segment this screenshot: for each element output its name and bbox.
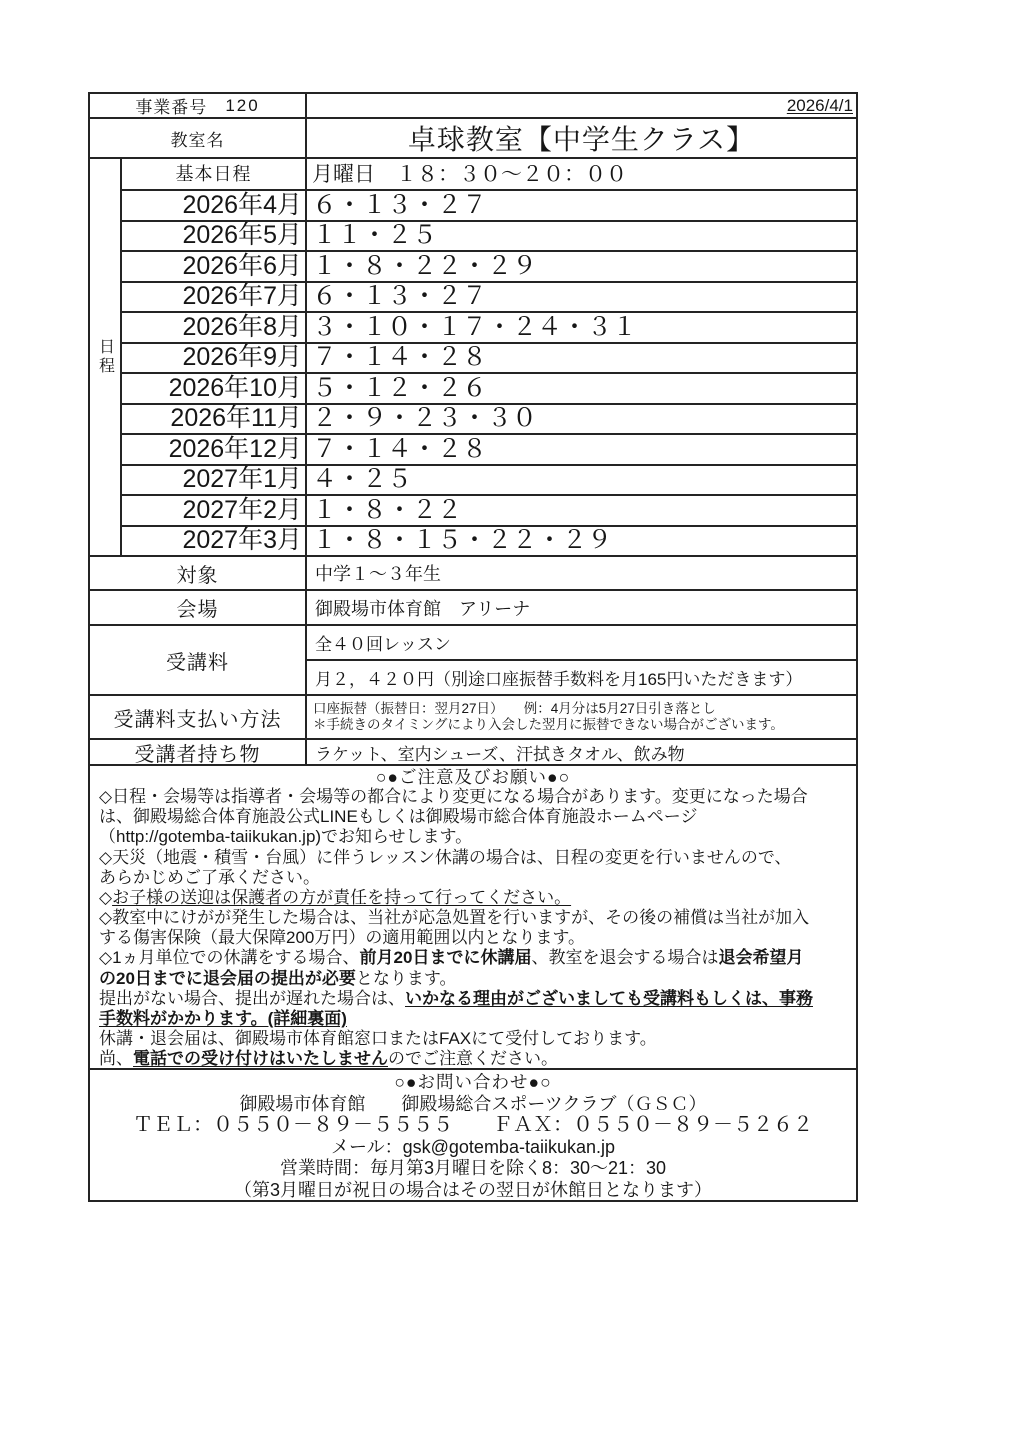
contact-line: （第3月曜日が祝日の場合はその翌日が休館日となります） <box>233 1179 712 1200</box>
class-name-row <box>90 117 856 157</box>
month-dates: １・８・１５・２２・２９ <box>312 526 613 555</box>
month-dates: ７・１４・２８ <box>312 343 488 372</box>
fee-label: 受講料 <box>90 626 307 694</box>
note-segment: 手数料がかかります。(詳細裏面) <box>99 1008 347 1028</box>
note-line <box>99 807 847 827</box>
note-line <box>99 848 847 868</box>
class-name-label: 教室名 <box>90 119 307 157</box>
note-segment: のでご注意ください。 <box>388 1049 558 1069</box>
month-dates: ５・１２・２６ <box>312 373 488 402</box>
contact-line: ＴＥＬ：０５５０－８９－５５５５ ＦＡＸ：０５５０－８９－５２６２ <box>133 1114 813 1137</box>
month-label: 2026年6月 <box>122 252 307 281</box>
issue-date-cell <box>307 94 856 117</box>
schedule-section <box>90 157 856 555</box>
note-segment: 電話での受け付けはいたしません <box>133 1049 388 1069</box>
belongings-row <box>90 738 856 764</box>
contact-section <box>90 1068 856 1200</box>
class-info-sheet <box>88 92 858 1202</box>
month-dates: ２・９・２３・３０ <box>312 404 538 433</box>
payment-method-line2: ＊手続きのタイミングにより入会した翌月に振替できない場合がございます。 <box>313 717 784 732</box>
belongings-label: 受講者持ち物 <box>90 740 307 764</box>
contact-heading: ○●お問い合わせ●○ <box>394 1072 552 1092</box>
month-dates: １・８・２２・２９ <box>312 251 538 280</box>
month-label: 2026年4月 <box>122 191 307 220</box>
business-number-value: 120 <box>225 95 260 115</box>
venue-row <box>90 589 856 624</box>
month-label: 2026年8月 <box>122 313 307 342</box>
note-line <box>99 989 847 1009</box>
schedule-month-row <box>122 342 856 373</box>
note-segment: となります。 <box>355 968 457 988</box>
basic-schedule-row <box>122 159 856 189</box>
month-label: 2026年11月 <box>122 405 307 434</box>
month-dates: ６・１３・２７ <box>312 190 488 219</box>
note-line <box>99 1049 847 1069</box>
note-line <box>99 908 847 928</box>
schedule-month-row <box>122 281 856 312</box>
note-segment: の20日までに退会届の提出が必要 <box>99 968 356 988</box>
contact-line: 営業時間：毎月第3月曜日を除く8：30～21：30 <box>279 1158 667 1179</box>
month-dates: ４・２５ <box>312 465 413 494</box>
month-dates: １・８・２２ <box>312 495 463 524</box>
schedule-month-row <box>122 494 856 525</box>
payment-method-line1: 口座振替（振替日：翌月27日） 例：4月分は5月27日引き落とし <box>313 700 716 716</box>
schedule-month-row <box>122 250 856 281</box>
note-segment: 尚、 <box>99 1049 133 1069</box>
fee-details <box>307 626 856 694</box>
business-number-cell <box>90 94 307 117</box>
month-dates: １１・２５ <box>312 221 438 250</box>
payment-method-row <box>90 694 856 738</box>
note-segment: 、教室を退会する場合は <box>531 948 719 968</box>
schedule-month-row <box>122 189 856 220</box>
basic-schedule-label: 基本日程 <box>122 159 307 189</box>
note-segment: 前月20日までに休講届 <box>359 948 532 968</box>
notes-lines <box>99 787 847 1069</box>
belongings-value: ラケット、室内シューズ、汗拭きタオル、飲み物 <box>315 744 685 764</box>
schedule-month-row <box>122 433 856 464</box>
contact-line: 御殿場市体育館 御殿場総合スポーツクラブ（ＧＳＣ） <box>239 1093 707 1114</box>
note-line <box>99 787 847 807</box>
schedule-month-row <box>122 372 856 403</box>
target-label: 対象 <box>90 557 307 589</box>
note-line <box>99 969 847 989</box>
notes-heading: ○●ご注意及びお願い●○ <box>375 767 571 787</box>
month-label: 2026年5月 <box>122 222 307 251</box>
schedule-month-row <box>122 220 856 251</box>
month-label: 2026年12月 <box>122 435 307 464</box>
payment-method-value <box>307 696 856 738</box>
schedule-month-row <box>122 525 856 556</box>
contact-lines <box>90 1094 856 1202</box>
note-segment: は、御殿場総合体育施設公式LINEもしくは御殿場市総合体育施設ホームページ <box>99 807 698 827</box>
note-segment: ◇日程・会場等は指導者・会場等の都合により変更になる場合があります。変更になった場合 <box>99 787 808 807</box>
month-label: 2026年7月 <box>122 283 307 312</box>
target-value: 中学１～３年生 <box>315 564 441 584</box>
venue-label: 会場 <box>90 591 307 624</box>
month-label: 2027年1月 <box>122 466 307 495</box>
business-number-label: 事業番号 <box>135 98 208 117</box>
note-segment: あらかじめご了承ください。 <box>99 867 320 887</box>
issue-date: 2026/4/1 <box>786 95 853 115</box>
schedule-month-row <box>122 311 856 342</box>
note-segment: する傷害保険（最大保障200万円）の適用範囲以内となります。 <box>99 928 586 948</box>
note-line <box>99 948 847 968</box>
notes-section <box>90 764 856 1068</box>
month-label: 2027年3月 <box>122 527 307 556</box>
business-number-row <box>90 94 856 117</box>
schedule-month-row <box>122 403 856 434</box>
month-dates: ７・１４・２８ <box>312 434 488 463</box>
month-dates: ３・１０・１７・２４・３１ <box>312 312 638 341</box>
note-segment: 休講・退会届は、御殿場市体育館窓口またはFAXにて受付しております。 <box>99 1029 657 1049</box>
class-title-cell <box>307 119 856 157</box>
note-segment: ◇教室中にけがが発生した場合は、当社が応急処置を行いますが、その後の補償は当社が加入 <box>99 908 810 928</box>
schedule-rows <box>122 159 856 555</box>
note-segment: 退会希望月 <box>718 948 804 968</box>
month-label: 2027年2月 <box>122 496 307 525</box>
note-line <box>99 888 847 908</box>
note-segment: 提出がない場合、提出が遅れた場合は、 <box>99 988 405 1008</box>
target-row <box>90 555 856 589</box>
fee-amount: 月２，４２０円（別途口座振替手数料を月165円いただきます） <box>307 659 856 694</box>
note-segment: ◇1ヵ月単位での休講をする場合、 <box>99 948 360 968</box>
schedule-month-row <box>122 464 856 495</box>
schedule-side-label: 日程 <box>96 338 114 376</box>
note-line <box>99 1029 847 1049</box>
contact-line: メール：gsk@gotemba-taiikukan.jp <box>330 1136 616 1157</box>
note-segment: （http://gotemba-taiikukan.jp)でお知らせします。 <box>99 827 473 847</box>
month-label: 2026年10月 <box>122 374 307 403</box>
schedule-side-cell <box>90 159 122 555</box>
basic-schedule-value: 月曜日 １８：３０～２０：００ <box>312 162 627 186</box>
note-segment: ◇ <box>99 887 113 907</box>
note-segment: お子様の送迎は保護者の方が責任を持って行ってください。 <box>112 887 572 907</box>
note-segment: いかなる理由がございましても受講料もしくは、事務 <box>405 988 813 1008</box>
note-line <box>99 1009 847 1029</box>
fee-row <box>90 624 856 694</box>
note-line <box>99 868 847 888</box>
fee-lessons: 全４０回レッスン <box>315 635 451 654</box>
note-line <box>99 827 847 847</box>
note-segment: ◇天災（地震・積雪・台風）に伴うレッスン休講の場合は、日程の変更を行いませんので、 <box>99 847 792 867</box>
month-label: 2026年9月 <box>122 344 307 373</box>
venue-value: 御殿場市体育館 アリーナ <box>315 598 531 619</box>
payment-method-label: 受講料支払い方法 <box>90 696 307 738</box>
class-title: 卓球教室【中学生クラス】 <box>407 124 756 155</box>
month-dates: ６・１３・２７ <box>312 282 488 311</box>
note-line <box>99 928 847 948</box>
